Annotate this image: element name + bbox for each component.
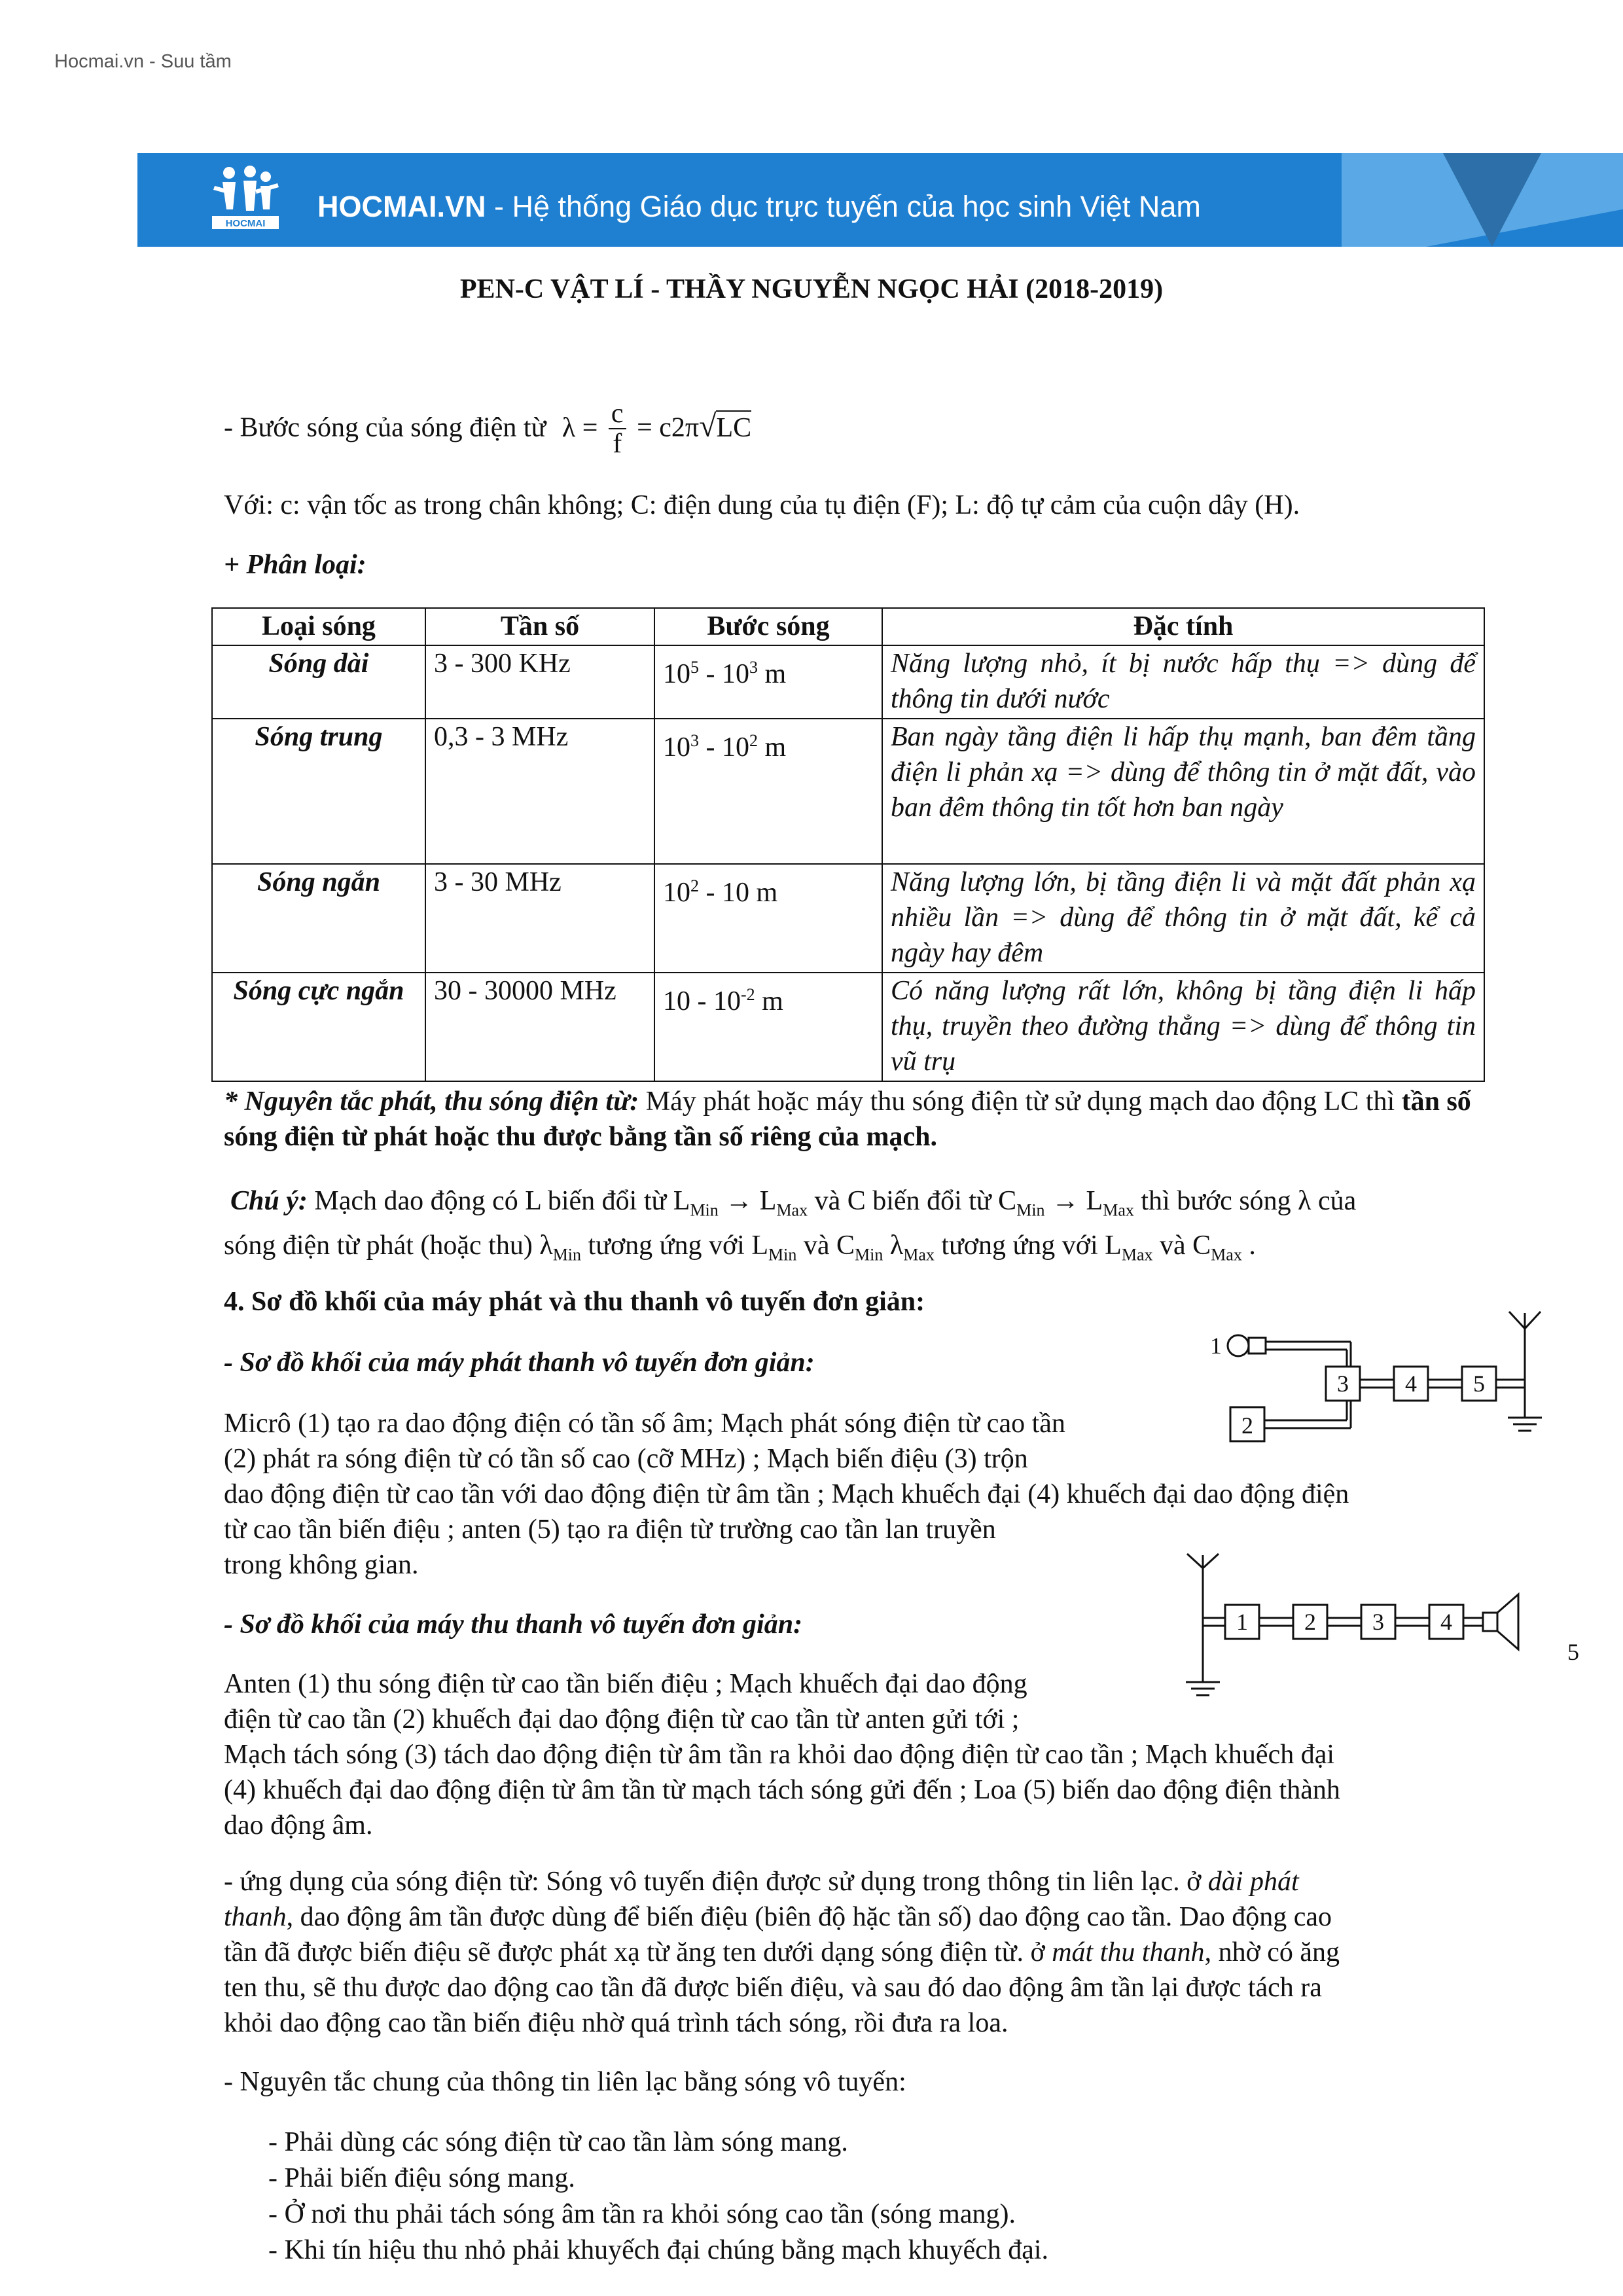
receiver-line: điện từ cao tần (2) khuếch đại dao động điện từ cao tần từ anten gửi tới ; — [224, 1704, 1020, 1734]
page-title: PEN-C VẬT LÍ - THẦY NGUYỄN NGỌC HẢI (2018-2019) — [459, 274, 1164, 304]
brand-name: HOCMAI.VN — [317, 190, 486, 223]
receiver-line: Mạch tách sóng (3) tách dao động điện từ âm tần ra khỏi dao động điện từ cao tần ; Mạch khuếch đại — [224, 1740, 1335, 1770]
list-item: - Phải biến điệu sóng mang. — [268, 2163, 575, 2193]
principle-text: Máy phát hoặc máy thu sóng điện từ sử dụng mạch dao động LC thì — [639, 1086, 1402, 1117]
application-line: khỏi dao động cao tần biến điệu nhờ quá trình tách sóng, rồi đưa ra loa. — [224, 2008, 1008, 2038]
wave-name: Sóng dài — [212, 645, 425, 719]
transmitter-block-diagram — [1204, 1309, 1571, 1466]
wave-characteristic: Năng lượng lớn, bị tầng điện li và mặt đất phản xạ nhiều lần => dùng để thông tin ở mặt đất, kể cả ngày hay đêm — [882, 864, 1484, 973]
receiver-line: (4) khuếch đại dao động điện từ âm tần từ mạch tách sóng gửi đến ; Loa (5) biến dao động điện thành — [224, 1775, 1340, 1805]
transmitter-line: Micrô (1) tạo ra dao động điện có tần số âm; Mạch phát sóng điện từ cao tần — [224, 1408, 1065, 1439]
diagram-label: 2 — [1304, 1609, 1316, 1635]
header-wavelength: Bước sóng — [654, 608, 882, 645]
transmitter-heading: - Sơ đồ khối của máy phát thanh vô tuyến đơn giản: — [224, 1348, 815, 1378]
formula-root: LC — [716, 410, 751, 443]
diagram-label: 3 — [1337, 1371, 1349, 1397]
table-row — [212, 973, 1484, 1081]
wave-length: $10^3 - 10^2$ m — [654, 719, 882, 864]
diagram-label: 3 — [1372, 1609, 1384, 1635]
brand-line — [317, 190, 1201, 224]
wave-frequency: 30 - 30000 MHz — [425, 973, 654, 1081]
general-heading: - Nguyên tắc chung của thông tin liên lạc bằng sóng vô tuyến: — [224, 2067, 906, 2097]
application-line: - ứng dụng của sóng điện từ: Sóng vô tuyến điện được sử dụng trong thông tin liên lạc. ở dài phát — [224, 1867, 1299, 1897]
diagram-label: 5 — [1567, 1639, 1579, 1665]
table-row — [212, 864, 1484, 973]
formula-fraction — [609, 399, 626, 458]
formula-lambda: λ = — [562, 412, 598, 443]
transmitter-line: dao động điện từ cao tần với dao động điện từ âm tần ; Mạch khuếch đại (4) khuếch đại dao động điện — [224, 1479, 1349, 1509]
wave-length: $10 - 10^{-2}$ m — [654, 973, 882, 1081]
formula-rhs: = c2π — [637, 412, 700, 443]
table-header-row — [212, 608, 1484, 645]
header-characteristic: Đặc tính — [882, 608, 1484, 645]
formula-lead: - Bước sóng của sóng điện từ — [224, 412, 546, 443]
source-note: Hocmai.vn - Suu tầm — [54, 51, 232, 72]
wave-frequency: 3 - 30 MHz — [425, 864, 654, 973]
sqrt-symbol: √ — [699, 408, 717, 444]
wave-name: Sóng ngắn — [212, 864, 425, 973]
wave-characteristic: Năng lượng nhỏ, ít bị nước hấp thụ => dùng để thông tin dưới nước — [882, 645, 1484, 719]
wave-characteristic: Có năng lượng rất lớn, không bị tầng điện li hấp thụ, truyền theo đường thẳng => dùng để thông tin vũ trụ — [882, 973, 1484, 1081]
diagram-label: 1 — [1210, 1333, 1222, 1359]
diagram-label: 2 — [1241, 1412, 1253, 1439]
principle-label: * Nguyên tắc phát, thu sóng điện từ: — [224, 1086, 639, 1117]
note-label: Chú ý: — [230, 1186, 308, 1216]
variables-line: Với: c: vận tốc as trong chân không; C: điện dung của tụ điện (F); L: độ tự cảm của cuộn dây (H). — [224, 490, 1300, 520]
formula-denominator: f — [613, 429, 622, 459]
list-item: - Khi tín hiệu thu nhỏ phải khuyếch đại chúng bằng mạch khuyếch đại. — [268, 2235, 1049, 2265]
principle-bold: tần số sóng điện từ phát hoặc thu được bằng tần số riêng của mạch. — [224, 1086, 1471, 1152]
header-wave-type: Loại sóng — [212, 608, 425, 645]
section-4-heading: 4. Sơ đồ khối của máy phát và thu thanh vô tuyến đơn giản: — [224, 1287, 925, 1317]
list-item: - Phải dùng các sóng điện từ cao tần làm sóng mang. — [268, 2127, 848, 2157]
wave-frequency: 3 - 300 KHz — [425, 645, 654, 719]
table-row — [212, 645, 1484, 719]
table-row — [212, 719, 1484, 864]
wavelength-formula — [224, 401, 1507, 459]
wave-frequency: 0,3 - 3 MHz — [425, 719, 654, 864]
principle-paragraph — [224, 1084, 1520, 1155]
list-item: - Ở nơi thu phải tách sóng âm tần ra khỏi sóng cao tần (sóng mang). — [268, 2199, 1016, 2229]
diagram-label: 4 — [1440, 1609, 1452, 1635]
receiver-heading: - Sơ đồ khối của máy thu thanh vô tuyến đơn giản: — [224, 1609, 803, 1640]
diagram-label: 1 — [1236, 1609, 1248, 1635]
hocmai-logo-icon — [209, 164, 281, 236]
receiver-block-diagram — [1171, 1551, 1590, 1715]
wave-length: $10^5 - 10^3$ m — [654, 645, 882, 719]
transmitter-line: (2) phát ra sóng điện từ có tần số cao (cỡ MHz) ; Mạch biến điệu (3) trộn — [224, 1444, 1028, 1474]
diagram-label: 4 — [1405, 1371, 1417, 1397]
brand-tagline: - Hệ thống Giáo dục trực tuyến của học sinh Việt Nam — [486, 190, 1201, 223]
application-line: tần đã được biến điệu sẽ được phát xạ từ ăng ten dưới dạng sóng điện từ. ở mát thu thanh, nhờ có ăng — [224, 1937, 1340, 1967]
diagram-label: 5 — [1473, 1371, 1485, 1397]
formula-numerator: c — [609, 399, 626, 429]
wave-name: Sóng trung — [212, 719, 425, 864]
receiver-line: dao động âm. — [224, 1810, 373, 1840]
transmitter-line: từ cao tần biến điệu ; anten (5) tạo ra điện từ trường cao tần lan truyền — [224, 1515, 996, 1545]
note-paragraph: Chú ý: Mạch dao động có L biến đổi từ $L_{Min} \to L_{Max}$ và C biến đổi từ $C_{Min} \to L_{Max}$ thì bước sóng λ của sóng điện từ phát (hoặc thu) $\lambda_{Min}$ tương ứng với $L_{Min}$ và $C_{Min}$ $\lambda_{Max}$ tương ứng với $L_{Max}$ và $C_{Max}$ . — [224, 1186, 1357, 1265]
classify-label: + Phân loại: — [224, 550, 366, 580]
wave-length: $10^2 - 10$ m — [654, 864, 882, 973]
header-frequency: Tần số — [425, 608, 654, 645]
transmitter-line: trong không gian. — [224, 1550, 419, 1580]
application-line: ten thu, sẽ thu được dao động cao tần đã được biến điệu, và sau đó dao động âm tần lại được tách ra — [224, 1973, 1322, 2003]
wave-characteristic: Ban ngày tầng điện li hấp thụ mạnh, ban đêm tầng điện li phản xạ => dùng để thông tin ở mặt đất, vào ban đêm thông tin tốt hơn ban ngày — [882, 719, 1484, 864]
receiver-line: Anten (1) thu sóng điện từ cao tần biến điệu ; Mạch khuếch đại dao động — [224, 1669, 1027, 1699]
wave-classification-table — [211, 607, 1485, 1082]
application-line: thanh, dao động âm tần được dùng để biến điệu (biên độ hặc tần số) dao động cao tần. Dao động cao — [224, 1902, 1332, 1932]
wave-name: Sóng cực ngắn — [212, 973, 425, 1081]
logo-text: HOCMAI — [225, 218, 266, 229]
